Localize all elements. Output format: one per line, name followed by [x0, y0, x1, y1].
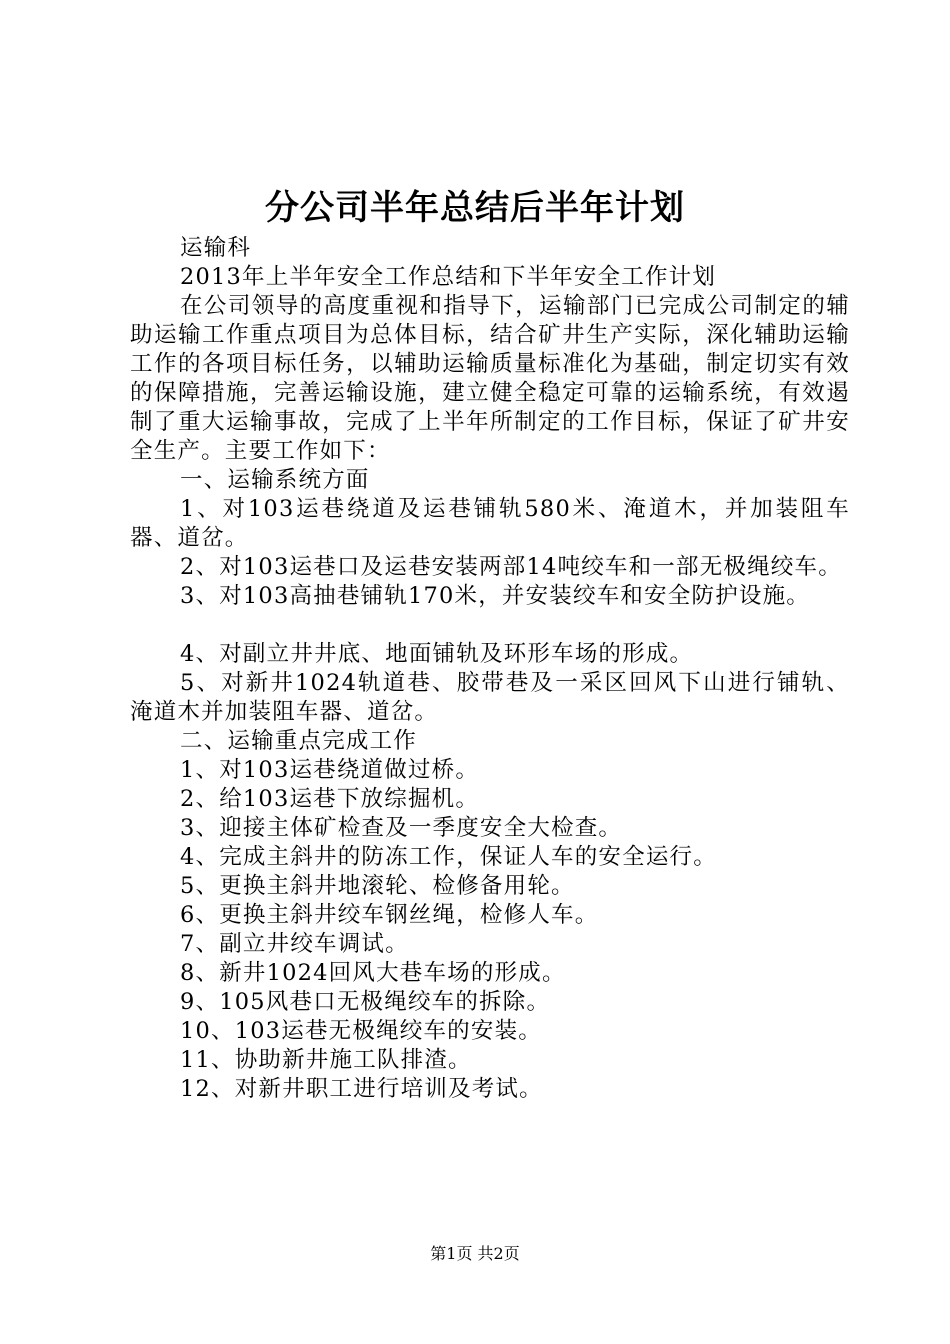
list-item: 5、更换主斜井地滚轮、检修备用轮。	[180, 873, 575, 899]
list-item: 5、对新井1024轨道巷、胶带巷及一采区回风下山进行铺轨、淹道木并加装阻车器、道岔。	[130, 670, 850, 725]
page-footer: 第1页 共2页	[430, 1244, 520, 1263]
department-label: 运输科	[180, 235, 252, 261]
list-item: 2、给103运巷下放综掘机。	[180, 786, 480, 812]
list-item: 3、迎接主体矿检查及一季度安全大检查。	[180, 815, 623, 841]
list-item: 7、副立井绞车调试。	[180, 931, 409, 957]
section-heading-key-work: 二、运输重点完成工作	[180, 728, 418, 754]
list-item: 2、对103运巷口及运巷安装两部14吨绞车和一部无极绳绞车。	[180, 554, 842, 580]
list-item: 4、对副立井井底、地面铺轨及环形车场的形成。	[180, 641, 694, 667]
section-heading-transport-system: 一、运输系统方面	[180, 467, 370, 493]
list-item: 8、新井1024回风大巷车场的形成。	[180, 960, 566, 986]
list-item: 3、对103高抽巷铺轨170米，并安装绞车和安全防护设施。	[180, 583, 811, 609]
list-item: 1、对103运巷绕道及运巷铺轨580米、淹道木，并加装阻车器、道岔。	[130, 496, 850, 551]
document-body	[130, 234, 850, 1104]
page-title: 分公司半年总结后半年计划	[265, 188, 685, 228]
document-subtitle: 2013年上半年安全工作总结和下半年安全工作计划	[180, 264, 717, 290]
list-item: 10、103运巷无极绳绞车的安装。	[180, 1018, 542, 1044]
list-item: 9、105风巷口无极绳绞车的拆除。	[180, 989, 551, 1015]
list-item: 6、更换主斜井绞车钢丝绳，检修人车。	[180, 902, 599, 928]
list-item: 1、对103运巷绕道做过桥。	[180, 757, 480, 783]
intro-paragraph: 在公司领导的高度重视和指导下，运输部门已完成公司制定的辅助运输工作重点项目为总体目标，结合矿井生产实际，深化辅助运输工作的各项目标任务，以辅助运输质量标准化为基础，制定切实有效的保障措施，完善运输设施，建立健全稳定可靠的运输系统，有效遏制了重大运输事故，完成了上半年所制定的工作目标，保证了矿井安全生产。主要工作如下：	[130, 293, 850, 464]
list-item: 4、完成主斜井的防冻工作，保证人车的安全运行。	[180, 844, 717, 870]
list-item: 11、协助新井施工队排渣。	[180, 1047, 472, 1073]
list-item: 12、对新井职工进行培训及考试。	[180, 1076, 543, 1102]
